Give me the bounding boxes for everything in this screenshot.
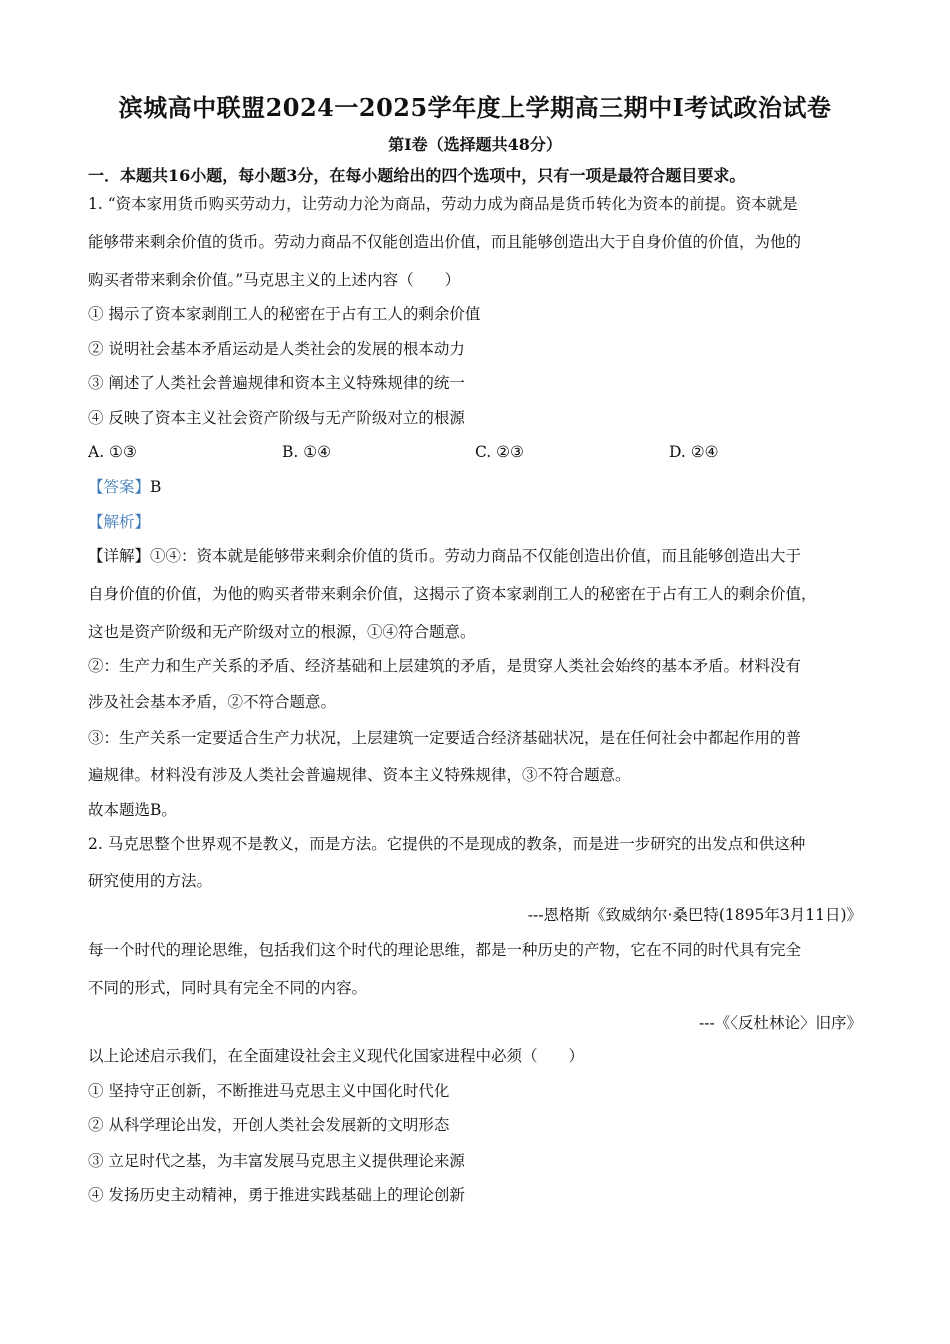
section-heading: 一．本题共16小题，每小题3分，在每小题给出的四个选项中，只有一项是最符合题目要求。 bbox=[88, 166, 746, 185]
q1-detail-line: 这也是资产阶级和无产阶级对立的根源，①④符合题意。 bbox=[88, 623, 476, 641]
q1-statement: ① 揭示了资本家剥削工人的秘密在于占有工人的剩余价值 bbox=[88, 305, 481, 323]
q1-detail-line: ②：生产力和生产关系的矛盾、经济基础和上层建筑的矛盾，是贯穿人类社会始终的基本矛盾。材料没有 bbox=[88, 657, 802, 675]
q2-statement: ① 坚持守正创新，不断推进马克思主义中国化时代化 bbox=[88, 1082, 450, 1100]
q2-stem: 以上论述启示我们，在全面建设社会主义现代化国家进程中必须（ ） bbox=[88, 1047, 585, 1065]
q2-source: ---《〈反杜林论〉旧序》 bbox=[699, 1014, 862, 1032]
q2-quote-line: 每一个时代的理论思维，包括我们这个时代的理论思维，都是一种历史的产物，它在不同的时代具有完全 bbox=[88, 941, 802, 959]
detail-text: ①④：资本就是能够带来剩余价值的货币。劳动力商品不仅能创造出价值，而且能够创造出大于 bbox=[150, 547, 802, 565]
q1-detail-line: 自身价值的价值，为他的购买者带来剩余价值，这揭示了资本家剥削工人的秘密在于占有工人的剩余价值， bbox=[88, 585, 817, 603]
answer-value: B bbox=[150, 478, 162, 496]
q1-detail-line: ③：生产关系一定要适合生产力状况，上层建筑一定要适合经济基础状况，是在任何社会中都起作用的普 bbox=[88, 729, 802, 747]
exam-title: 滨城高中联盟2024一2025学年度上学期高三期中Ⅰ考试政治试卷 bbox=[118, 93, 832, 122]
analysis-tag: 【解析】 bbox=[88, 513, 151, 531]
q1-stem-line: 购买者带来剩余价值。”马克思主义的上述内容（ ） bbox=[88, 271, 461, 289]
q1-detail-line: 涉及社会基本矛盾，②不符合题意。 bbox=[88, 693, 337, 711]
q2-statement: ② 从科学理论出发，开创人类社会发展新的文明形态 bbox=[88, 1116, 450, 1134]
q1-stem-line: 能够带来剩余价值的货币。劳动力商品不仅能创造出价值，而且能够创造出大于自身价值的价值，为他的 bbox=[88, 233, 802, 251]
detail-tag: 【详解】 bbox=[88, 547, 151, 565]
q1-option-d: D. ②④ bbox=[669, 443, 719, 461]
q1-detail-line bbox=[88, 546, 801, 566]
q1-analysis bbox=[88, 512, 150, 532]
q1-detail-line: 故本题选B。 bbox=[88, 801, 177, 819]
answer-tag: 【答案】 bbox=[88, 478, 151, 496]
q1-option-a: A. ①③ bbox=[88, 443, 137, 461]
q2-quote-line: 不同的形式，同时具有完全不同的内容。 bbox=[88, 979, 368, 997]
q1-answer bbox=[88, 477, 161, 497]
q2-statement: ③ 立足时代之基，为丰富发展马克思主义提供理论来源 bbox=[88, 1152, 465, 1170]
q1-detail-line: 遍规律。材料没有涉及人类社会普遍规律、资本主义特殊规律，③不符合题意。 bbox=[88, 766, 631, 784]
q1-statement: ④ 反映了资本主义社会资产阶级与无产阶级对立的根源 bbox=[88, 409, 465, 427]
q2-quote-line: 研究使用的方法。 bbox=[88, 872, 213, 890]
q1-option-b: B. ①④ bbox=[282, 443, 332, 461]
q1-stem-line: 1. “资本家用货币购买劳动力，让劳动力沦为商品，劳动力成为商品是货币转化为资本的前提。资本就是 bbox=[88, 195, 798, 213]
q2-statement: ④ 发扬历史主动精神，勇于推进实践基础上的理论创新 bbox=[88, 1186, 465, 1204]
section-subtitle: 第Ⅰ卷（选择题共48分） bbox=[388, 135, 562, 154]
q1-statement: ③ 阐述了人类社会普遍规律和资本主义特殊规律的统一 bbox=[88, 374, 465, 392]
q2-source: ---恩格斯《致威纳尔·桑巴特(1895年3月11日)》 bbox=[527, 906, 862, 924]
q1-statement: ② 说明社会基本矛盾运动是人类社会的发展的根本动力 bbox=[88, 340, 465, 358]
q2-quote-line: 2. 马克思整个世界观不是教义，而是方法。它提供的不是现成的教条，而是进一步研究的出发点和供这种 bbox=[88, 835, 806, 853]
q1-option-c: C. ②③ bbox=[475, 443, 524, 461]
